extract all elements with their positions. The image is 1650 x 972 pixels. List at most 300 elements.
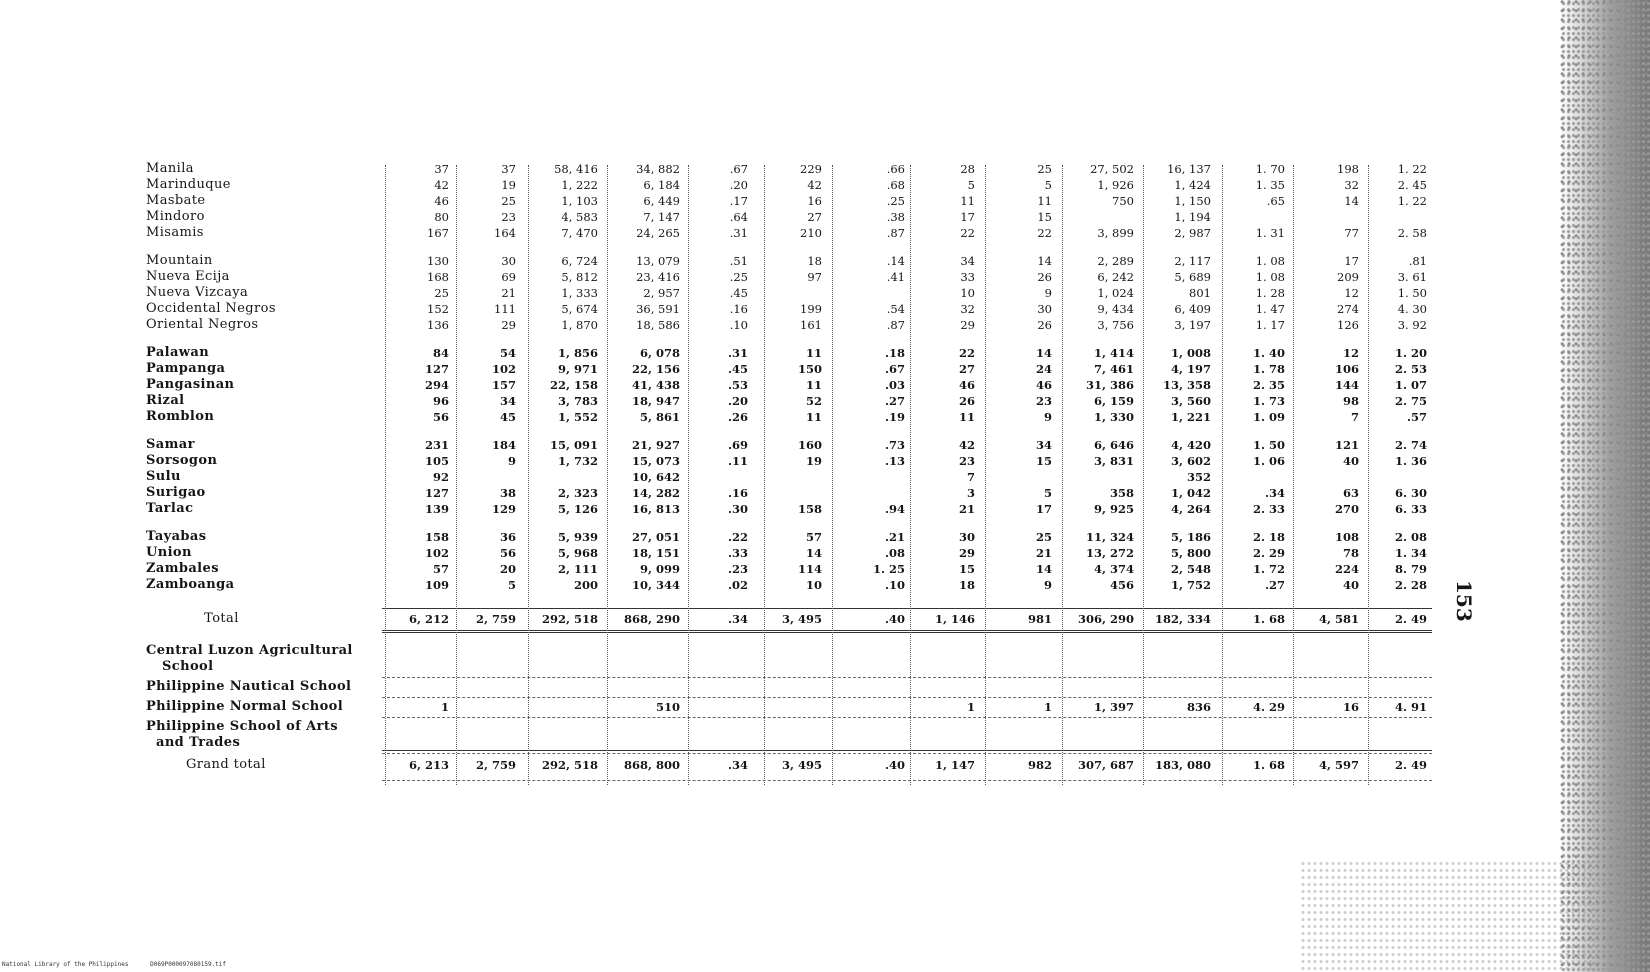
table-cell: 5 bbox=[1044, 178, 1052, 192]
table-cell: 56 bbox=[499, 546, 516, 560]
table-cell: .20 bbox=[729, 178, 748, 192]
table-cell: 14, 282 bbox=[631, 486, 680, 500]
table-cell: .45 bbox=[727, 362, 748, 376]
table-cell: 2. 28 bbox=[1394, 578, 1427, 592]
table-cell: 2. 58 bbox=[1397, 226, 1427, 240]
table-cell: 5 bbox=[1043, 486, 1052, 500]
table-cell: 42 bbox=[958, 438, 975, 452]
scan-corner-noise bbox=[1300, 860, 1600, 972]
table-cell: 164 bbox=[494, 226, 516, 240]
row-label: Pangasinan bbox=[146, 377, 235, 392]
rule-line bbox=[382, 750, 1432, 751]
table-cell: 6, 184 bbox=[643, 178, 680, 192]
table-cell: 1 bbox=[440, 700, 449, 714]
rule-line bbox=[382, 697, 1432, 698]
table-cell: .21 bbox=[884, 530, 905, 544]
table-cell: 58, 416 bbox=[554, 162, 598, 176]
table-cell: 21 bbox=[958, 502, 975, 516]
table-cell: 1. 07 bbox=[1394, 378, 1427, 392]
table-cell: 27 bbox=[958, 362, 975, 376]
table-cell: 1, 330 bbox=[1093, 410, 1134, 424]
table-cell: 6, 409 bbox=[1174, 302, 1211, 316]
table-cell: 1 bbox=[966, 700, 975, 714]
table-cell: 5, 812 bbox=[561, 270, 598, 284]
table-cell: 23 bbox=[958, 454, 975, 468]
table-cell: 4, 197 bbox=[1170, 362, 1211, 376]
table-cell: .87 bbox=[886, 226, 905, 240]
row-label: Sulu bbox=[146, 469, 181, 484]
table-cell: 13, 358 bbox=[1162, 378, 1211, 392]
table-cell: .14 bbox=[886, 254, 905, 268]
table-cell: 4, 374 bbox=[1093, 562, 1134, 576]
table-cell: .69 bbox=[727, 438, 748, 452]
table-cell: 2. 08 bbox=[1394, 530, 1427, 544]
row-label: Nueva Vizcaya bbox=[146, 285, 249, 300]
table-cell: 6, 646 bbox=[1093, 438, 1134, 452]
table-cell: 25 bbox=[434, 286, 449, 300]
column-separator bbox=[832, 165, 833, 785]
row-label: Philippine Normal School bbox=[146, 699, 344, 714]
table-cell: 129 bbox=[491, 502, 516, 516]
table-cell: .53 bbox=[727, 378, 748, 392]
table-cell: 96 bbox=[432, 394, 449, 408]
table-cell: 5, 186 bbox=[1170, 530, 1211, 544]
table-cell: 22 bbox=[1037, 226, 1052, 240]
table-cell: 161 bbox=[800, 318, 822, 332]
table-cell: 6, 078 bbox=[639, 346, 680, 360]
table-cell: 139 bbox=[424, 502, 449, 516]
table-cell: 1. 08 bbox=[1255, 270, 1285, 284]
table-cell: 12 bbox=[1344, 286, 1359, 300]
table-cell: 56 bbox=[432, 410, 449, 424]
column-separator bbox=[1222, 165, 1223, 785]
table-cell: .18 bbox=[884, 346, 905, 360]
table-cell: .41 bbox=[886, 270, 905, 284]
table-cell: 14 bbox=[1037, 254, 1052, 268]
table-cell: 10 bbox=[805, 578, 822, 592]
table-cell: 2. 74 bbox=[1394, 438, 1427, 452]
table-cell: 9 bbox=[1043, 410, 1052, 424]
table-cell: 105 bbox=[424, 454, 449, 468]
table-cell: 7 bbox=[1350, 410, 1359, 424]
table-cell: 2, 957 bbox=[643, 286, 680, 300]
table-cell: 4. 30 bbox=[1397, 302, 1427, 316]
table-cell: .02 bbox=[727, 578, 748, 592]
table-cell: .31 bbox=[727, 346, 748, 360]
table-cell: 130 bbox=[427, 254, 449, 268]
table-cell: 750 bbox=[1112, 194, 1134, 208]
row-label: Mindoro bbox=[146, 209, 205, 224]
table-cell: .40 bbox=[884, 612, 905, 626]
scan-edge-noise bbox=[1560, 0, 1650, 972]
table-cell: 98 bbox=[1342, 394, 1359, 408]
row-label: and Trades bbox=[156, 735, 241, 750]
table-cell: 1, 222 bbox=[561, 178, 598, 192]
table-cell: 7, 461 bbox=[1093, 362, 1134, 376]
table-cell: 307, 687 bbox=[1077, 758, 1134, 772]
table-cell: 2, 759 bbox=[475, 758, 516, 772]
table-cell: 1, 194 bbox=[1174, 210, 1211, 224]
column-separator bbox=[1143, 165, 1144, 785]
table-cell: 1. 06 bbox=[1252, 454, 1285, 468]
table-cell: 160 bbox=[797, 438, 822, 452]
table-cell: 1. 68 bbox=[1252, 758, 1285, 772]
table-cell: .31 bbox=[729, 226, 748, 240]
table-cell: 2. 35 bbox=[1252, 378, 1285, 392]
table-cell: .45 bbox=[729, 286, 748, 300]
table-cell: .54 bbox=[886, 302, 905, 316]
table-cell: 30 bbox=[958, 530, 975, 544]
table-cell: 1. 50 bbox=[1397, 286, 1427, 300]
table-cell: 34 bbox=[1035, 438, 1052, 452]
table-cell: 150 bbox=[797, 362, 822, 376]
table-cell: 16, 813 bbox=[631, 502, 680, 516]
footer-file: D069P000097080159.tif bbox=[150, 961, 226, 968]
table-cell: 10 bbox=[960, 286, 975, 300]
table-cell: 136 bbox=[427, 318, 449, 332]
table-cell: 34 bbox=[960, 254, 975, 268]
table-cell: 1, 150 bbox=[1174, 194, 1211, 208]
table-cell: 14 bbox=[1035, 346, 1052, 360]
table-cell: 102 bbox=[424, 546, 449, 560]
column-separator bbox=[528, 165, 529, 785]
table-cell: 11, 324 bbox=[1085, 530, 1134, 544]
table-cell: 11 bbox=[1037, 194, 1052, 208]
table-cell: 1. 20 bbox=[1394, 346, 1427, 360]
table-cell: .30 bbox=[727, 502, 748, 516]
table-cell: 46 bbox=[1035, 378, 1052, 392]
rule-line bbox=[382, 677, 1432, 678]
table-cell: 126 bbox=[1337, 318, 1359, 332]
row-label: Grand total bbox=[186, 757, 266, 772]
row-label: Palawan bbox=[146, 345, 210, 360]
table-cell: 15, 091 bbox=[549, 438, 598, 452]
row-label: Samar bbox=[146, 437, 195, 452]
table-cell: 1, 414 bbox=[1093, 346, 1134, 360]
row-label: Nueva Ecija bbox=[146, 269, 230, 284]
table-cell: 102 bbox=[491, 362, 516, 376]
table-cell: 199 bbox=[800, 302, 822, 316]
table-cell: .16 bbox=[727, 486, 748, 500]
rule-line bbox=[382, 630, 1432, 633]
table-cell: .10 bbox=[884, 578, 905, 592]
table-cell: 18, 151 bbox=[631, 546, 680, 560]
column-separator bbox=[1368, 165, 1369, 785]
table-cell: 25 bbox=[1037, 162, 1052, 176]
table-cell: 2. 33 bbox=[1252, 502, 1285, 516]
table-cell: 306, 290 bbox=[1077, 612, 1134, 626]
table-cell: 26 bbox=[958, 394, 975, 408]
table-cell: 80 bbox=[434, 210, 449, 224]
table-cell: 3, 899 bbox=[1097, 226, 1134, 240]
table-cell: 801 bbox=[1189, 286, 1211, 300]
table-cell: 1. 31 bbox=[1255, 226, 1285, 240]
table-cell: .27 bbox=[884, 394, 905, 408]
table-cell: .34 bbox=[1264, 486, 1285, 500]
table-cell: 2. 49 bbox=[1394, 758, 1427, 772]
table-cell: 27, 502 bbox=[1090, 162, 1134, 176]
table-cell: 29 bbox=[501, 318, 516, 332]
rule-line bbox=[382, 717, 1432, 718]
table-cell: 1. 36 bbox=[1394, 454, 1427, 468]
table-cell: 36 bbox=[499, 530, 516, 544]
column-separator bbox=[985, 165, 986, 785]
table-cell: 22, 158 bbox=[549, 378, 598, 392]
table-cell: 4, 581 bbox=[1318, 612, 1359, 626]
table-cell: 40 bbox=[1342, 578, 1359, 592]
table-cell: 982 bbox=[1027, 758, 1052, 772]
table-cell: 32 bbox=[960, 302, 975, 316]
table-cell: 1, 397 bbox=[1093, 700, 1134, 714]
table-cell: 19 bbox=[501, 178, 516, 192]
table-cell: 37 bbox=[434, 162, 449, 176]
table-cell: 167 bbox=[427, 226, 449, 240]
table-cell: .34 bbox=[727, 758, 748, 772]
column-separator bbox=[456, 165, 457, 785]
table-cell: 5, 689 bbox=[1174, 270, 1211, 284]
table-cell: 152 bbox=[427, 302, 449, 316]
table-cell: 54 bbox=[499, 346, 516, 360]
table-cell: .33 bbox=[727, 546, 748, 560]
table-cell: 1, 333 bbox=[561, 286, 598, 300]
table-cell: 7, 147 bbox=[643, 210, 680, 224]
table-cell: .11 bbox=[727, 454, 748, 468]
table-cell: 24, 265 bbox=[636, 226, 680, 240]
table-cell: 868, 290 bbox=[623, 612, 680, 626]
table-cell: .34 bbox=[727, 612, 748, 626]
table-cell: 3, 495 bbox=[781, 612, 822, 626]
table-cell: .03 bbox=[884, 378, 905, 392]
table-cell: 7 bbox=[966, 470, 975, 484]
table-cell: 229 bbox=[800, 162, 822, 176]
table-cell: 5 bbox=[967, 178, 975, 192]
table-cell: 3, 197 bbox=[1174, 318, 1211, 332]
table-cell: 10, 642 bbox=[631, 470, 680, 484]
table-cell: 84 bbox=[432, 346, 449, 360]
table-cell: 4, 420 bbox=[1170, 438, 1211, 452]
table-cell: 144 bbox=[1334, 378, 1359, 392]
table-cell: 6, 242 bbox=[1097, 270, 1134, 284]
table-cell: 4, 583 bbox=[561, 210, 598, 224]
table-cell: .10 bbox=[729, 318, 748, 332]
table-cell: 5, 968 bbox=[557, 546, 598, 560]
table-cell: 210 bbox=[800, 226, 822, 240]
column-separator bbox=[764, 165, 765, 785]
table-cell: 12 bbox=[1342, 346, 1359, 360]
table-cell: 14 bbox=[805, 546, 822, 560]
table-cell: 2, 289 bbox=[1097, 254, 1134, 268]
table-cell: 114 bbox=[797, 562, 822, 576]
table-cell: 46 bbox=[434, 194, 449, 208]
table-cell: 97 bbox=[807, 270, 822, 284]
table-cell: 5, 939 bbox=[557, 530, 598, 544]
table-cell: 11 bbox=[958, 410, 975, 424]
table-cell: 9, 925 bbox=[1093, 502, 1134, 516]
table-cell: 27, 051 bbox=[631, 530, 680, 544]
rule-line bbox=[382, 753, 1432, 754]
table-cell: 30 bbox=[1037, 302, 1052, 316]
table-cell: 15 bbox=[1037, 210, 1052, 224]
footer-library: National Library of the Philippines bbox=[2, 961, 129, 968]
table-cell: 1. 73 bbox=[1252, 394, 1285, 408]
table-cell: 11 bbox=[805, 378, 822, 392]
table-cell: 111 bbox=[494, 302, 516, 316]
table-cell: 92 bbox=[432, 470, 449, 484]
table-cell: 2, 111 bbox=[557, 562, 598, 576]
table-cell: 17 bbox=[1035, 502, 1052, 516]
table-cell: 2, 323 bbox=[557, 486, 598, 500]
table-cell: 77 bbox=[1344, 226, 1359, 240]
table-cell: 16 bbox=[807, 194, 822, 208]
table-cell: 5, 126 bbox=[557, 502, 598, 516]
row-label: Sorsogon bbox=[146, 453, 218, 468]
table-cell: 292, 518 bbox=[541, 612, 598, 626]
table-cell: 2, 987 bbox=[1174, 226, 1211, 240]
table-cell: 1. 47 bbox=[1255, 302, 1285, 316]
table-cell: 28 bbox=[960, 162, 975, 176]
table-cell: 4, 264 bbox=[1170, 502, 1211, 516]
table-cell: 26 bbox=[1037, 318, 1052, 332]
table-cell: .38 bbox=[886, 210, 905, 224]
table-cell: 45 bbox=[499, 410, 516, 424]
table-cell: 224 bbox=[1334, 562, 1359, 576]
table-cell: .81 bbox=[1408, 254, 1427, 268]
table-cell: 127 bbox=[424, 486, 449, 500]
table-cell: 294 bbox=[424, 378, 449, 392]
table-cell: 69 bbox=[501, 270, 516, 284]
table-cell: 270 bbox=[1334, 502, 1359, 516]
table-cell: 23 bbox=[1035, 394, 1052, 408]
table-cell: 63 bbox=[1342, 486, 1359, 500]
rule-line bbox=[382, 780, 1432, 781]
table-cell: 1. 22 bbox=[1397, 194, 1427, 208]
column-separator bbox=[688, 165, 689, 785]
table-cell: 6, 212 bbox=[408, 612, 449, 626]
table-cell: 6, 449 bbox=[643, 194, 680, 208]
table-cell: 157 bbox=[491, 378, 516, 392]
table-cell: 13, 079 bbox=[636, 254, 680, 268]
table-cell: .25 bbox=[886, 194, 905, 208]
table-cell: 4, 597 bbox=[1318, 758, 1359, 772]
table-cell: 200 bbox=[573, 578, 598, 592]
table-cell: .20 bbox=[727, 394, 748, 408]
table-cell: 52 bbox=[805, 394, 822, 408]
table-cell: 57 bbox=[432, 562, 449, 576]
table-cell: .17 bbox=[729, 194, 748, 208]
table-cell: 18 bbox=[958, 578, 975, 592]
table-cell: 456 bbox=[1109, 578, 1134, 592]
table-cell: 6. 30 bbox=[1394, 486, 1427, 500]
table-cell: .25 bbox=[729, 270, 748, 284]
column-separator bbox=[607, 165, 608, 785]
table-cell: 23, 416 bbox=[636, 270, 680, 284]
table-cell: 17 bbox=[960, 210, 975, 224]
table-cell: 1. 09 bbox=[1252, 410, 1285, 424]
table-cell: 158 bbox=[797, 502, 822, 516]
table-cell: 1, 024 bbox=[1097, 286, 1134, 300]
table-cell: .23 bbox=[727, 562, 748, 576]
table-cell: 2. 75 bbox=[1394, 394, 1427, 408]
table-cell: 20 bbox=[499, 562, 516, 576]
table-cell: 1, 146 bbox=[934, 612, 975, 626]
page-number: 153 bbox=[1452, 580, 1476, 622]
table-cell: 32 bbox=[1344, 178, 1359, 192]
table-cell: 127 bbox=[424, 362, 449, 376]
table-cell: 1, 732 bbox=[557, 454, 598, 468]
row-label: Total bbox=[186, 611, 239, 626]
table-cell: 1, 221 bbox=[1170, 410, 1211, 424]
table-cell: 3, 756 bbox=[1097, 318, 1134, 332]
table-cell: 5, 674 bbox=[561, 302, 598, 316]
table-cell: 78 bbox=[1342, 546, 1359, 560]
table-cell: 981 bbox=[1027, 612, 1052, 626]
table-cell: 5, 861 bbox=[639, 410, 680, 424]
table-cell: 26 bbox=[1037, 270, 1052, 284]
table-cell: 15 bbox=[958, 562, 975, 576]
table-cell: 198 bbox=[1337, 162, 1359, 176]
table-cell: 38 bbox=[499, 486, 516, 500]
row-label: Occidental Negros bbox=[146, 301, 276, 316]
table-cell: .87 bbox=[886, 318, 905, 332]
table-cell: 18, 947 bbox=[631, 394, 680, 408]
table-cell: 2, 548 bbox=[1170, 562, 1211, 576]
table-cell: 2. 49 bbox=[1394, 612, 1427, 626]
column-separator bbox=[1293, 165, 1294, 785]
table-cell: 1. 78 bbox=[1252, 362, 1285, 376]
table-cell: 510 bbox=[655, 700, 680, 714]
table-cell: 1, 042 bbox=[1170, 486, 1211, 500]
row-label: Oriental Negros bbox=[146, 317, 259, 332]
table-cell: 23 bbox=[501, 210, 516, 224]
table-cell: 8. 79 bbox=[1394, 562, 1427, 576]
table-cell: 231 bbox=[424, 438, 449, 452]
row-label: Manila bbox=[146, 161, 194, 176]
table-cell: 274 bbox=[1337, 302, 1359, 316]
table-cell: .13 bbox=[884, 454, 905, 468]
table-cell: 21 bbox=[1035, 546, 1052, 560]
table-cell: 21, 927 bbox=[631, 438, 680, 452]
table-cell: .67 bbox=[729, 162, 748, 176]
table-cell: 42 bbox=[807, 178, 822, 192]
table-cell: 6, 213 bbox=[408, 758, 449, 772]
row-label: Zamboanga bbox=[146, 577, 235, 592]
table-cell: 25 bbox=[501, 194, 516, 208]
table-cell: 182, 334 bbox=[1154, 612, 1211, 626]
table-cell: 1. 50 bbox=[1252, 438, 1285, 452]
table-cell: 41, 438 bbox=[631, 378, 680, 392]
table-cell: .40 bbox=[884, 758, 905, 772]
table-cell: 1. 22 bbox=[1397, 162, 1427, 176]
table-cell: 3. 61 bbox=[1397, 270, 1427, 284]
table-cell: 9, 099 bbox=[639, 562, 680, 576]
table-cell: 25 bbox=[1035, 530, 1052, 544]
table-cell: 3. 92 bbox=[1397, 318, 1427, 332]
table-cell: 1, 926 bbox=[1097, 178, 1134, 192]
table-cell: 121 bbox=[1334, 438, 1359, 452]
table-cell: 42 bbox=[434, 178, 449, 192]
row-label: Tayabas bbox=[146, 529, 207, 544]
table-cell: 13, 272 bbox=[1085, 546, 1134, 560]
table-cell: 1, 424 bbox=[1174, 178, 1211, 192]
table-cell: 22, 156 bbox=[631, 362, 680, 376]
table-cell: .57 bbox=[1406, 410, 1427, 424]
table-cell: 158 bbox=[424, 530, 449, 544]
table-cell: 14 bbox=[1035, 562, 1052, 576]
table-cell: 29 bbox=[960, 318, 975, 332]
rule-line bbox=[382, 608, 1432, 609]
row-label: Surigao bbox=[146, 485, 206, 500]
table-cell: 29 bbox=[958, 546, 975, 560]
